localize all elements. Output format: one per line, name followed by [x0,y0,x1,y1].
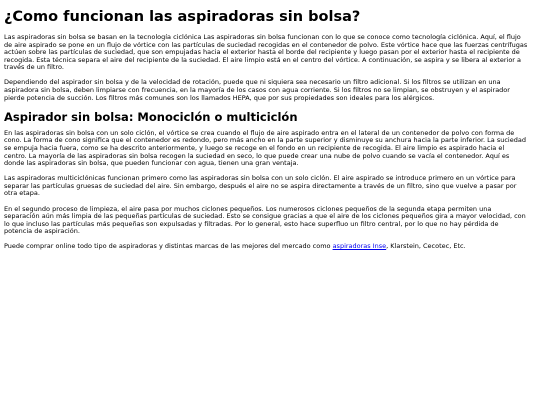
section-paragraph-1: En las aspiradoras sin bolsa con un solo ciclón, el vórtice se crea cuando el flujo de aire aspirado entra en el lateral de un contenedor de polvo con forma de cono. La forma de cono significa que el contenedor es redondo, pero más ancho en la parte superior y disminuye su anchura hacia la parte inferior. La suciedad se empuja hacia fuera, como se ha descrito anteriormente, y luego se recoge en el fondo en un recipiente de recogida. El aire limpio es aspirado hacia el centro. La mayoría de las aspiradoras sin bolsa recogen la suciedad en seco, lo que puede crear una nube de polvo cuando se vacía el contenedor. Aquí es donde las aspiradoras sin bolsa, que pueden funcionar con agua, tienen una gran ventaja. [4,128,526,168]
closing-text-before-link: Puede comprar online todo tipo de aspiradoras y distintas marcas de las mejores del mercado como [4,242,333,251]
aspiradoras-inse-link[interactable]: aspiradoras Inse [332,242,387,251]
intro-paragraph-2: Dependiendo del aspirador sin bolsa y de la velocidad de rotación, puede que ni siquiera sea necesario un filtro adicional. Si los filtros se utilizan en una aspiradora sin bolsa, deben limpiarse con frecuencia, en la mayoría de los casos con agua corriente. Si los filtros no se limpian, se obstruyen y el aspirador pierde potencia de succión. Los filtros más comunes son los llamados HEPA, que por sus propiedades son ideales para los alérgicos. [4,78,510,102]
page-title: ¿Como funcionan las aspiradoras sin bolsa? [4,9,361,25]
closing-text-after-link: , Klarstein, Cecotec, Etc. [386,242,466,251]
section-paragraph-2: Las aspiradoras multiciclónicas funcionan primero como las aspiradoras sin bolsa con un solo ciclón. El aire aspirado se introduce primero en un vórtice para separar las partículas gruesas de suciedad del aire. Sin embargo, después el aire no se aspira directamente a través de un filtro, sino que vuelve a pasar por otra etapa. [4,174,517,198]
closing-paragraph [4,243,528,251]
section-heading: Aspirador sin bolsa: Monociclón o multiciclón [4,109,298,124]
intro-paragraph-1: Las aspiradoras sin bolsa se basan en la tecnología ciclónica Las aspiradoras sin bolsa funcionan con lo que se conoce como tecnología ciclónica. Aquí, el flujo de aire aspirado se pone en un flujo de vórtice con las partículas de suciedad recogidas en el contenedor de polvo. Este vórtice hace que las fuerzas centrífugas actúen sobre las partículas de suciedad, que son empujadas hacia el exterior hasta el borde del recipiente y luego pasan por el exterior hasta el recipiente de recogida. Esta técnica separa el aire del recipiente de la suciedad. El aire limpio está en el centro del vórtice. A continuación, se aspira y se libera al exterior a través de un filtro. [4,33,528,72]
section-paragraph-3: En el segundo proceso de limpieza, el aire pasa por muchos ciclones pequeños. Los numerosos ciclones pequeños de la segunda etapa permiten una separación aún más limpia de las pequeñas partículas de suciedad. Esto se consigue gracias a que el aire de los ciclones pequeños gira a mayor velocidad, con lo que incluso las partículas más pequeñas son expulsadas y filtradas. Por lo general, esto hace superfluo un filtro central, por lo que no hay pérdida de potencia de aspiración. [4,204,526,236]
